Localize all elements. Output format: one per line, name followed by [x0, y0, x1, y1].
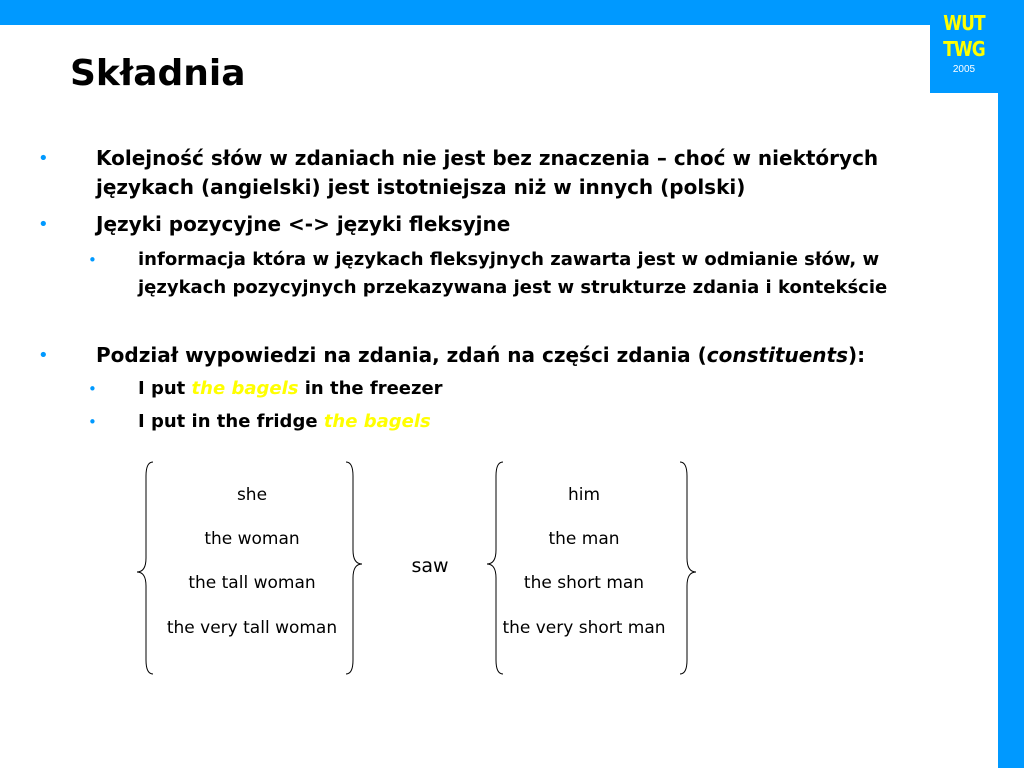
bullet-dot: •: [38, 345, 49, 366]
bullet-text-post: ):: [848, 343, 866, 367]
bullet-dot: •: [88, 380, 97, 398]
object-the-very-short-man: the very short man: [502, 618, 666, 638]
logo-year: 2005: [952, 64, 976, 75]
example-highlight: the bagels: [191, 378, 299, 399]
logo-line-2: TWG: [943, 37, 985, 61]
object-him: him: [567, 485, 601, 505]
example-pre: I put in the fridge: [138, 411, 324, 432]
bullet-dot: •: [38, 148, 49, 169]
subject-the-very-tall-woman: the very tall woman: [166, 618, 338, 638]
subject-she: she: [236, 485, 268, 505]
bullet-text: Języki pozycyjne <-> języki fleksyjne: [96, 212, 511, 236]
slide-title: Składnia: [70, 53, 246, 94]
example-pre: I put: [138, 378, 192, 399]
bullet-text: Kolejność słów w zdaniach nie jest bez znaczenia – choć w niektórych językach (angielski) jest istotniejsza niż w innych (polski): [96, 146, 879, 199]
bullet-dot: •: [88, 413, 97, 431]
logo-line-1: WUT: [943, 11, 985, 35]
bullet-text-italic: constituents: [706, 343, 849, 367]
object-the-man: the man: [548, 529, 620, 549]
bullet-text-pre: Podział wypowiedzi na zdania, zdań na części zdania (: [96, 343, 707, 367]
verb-saw: saw: [411, 555, 449, 577]
bullet-dot: •: [38, 214, 49, 235]
right-brace-close: [680, 462, 696, 674]
example-post: in the freezer: [298, 378, 443, 399]
subject-the-tall-woman: the tall woman: [188, 573, 316, 593]
object-the-short-man: the short man: [523, 573, 645, 593]
bullet-text: informacja która w językach fleksyjnych zawarta jest w odmianie słów, w językach pozycyjnych przekazywana jest w strukturze zdania i kontekście: [138, 249, 888, 298]
example-highlight: the bagels: [323, 411, 431, 432]
bullet-dot: •: [88, 251, 97, 269]
subject-the-woman: the woman: [204, 529, 300, 549]
